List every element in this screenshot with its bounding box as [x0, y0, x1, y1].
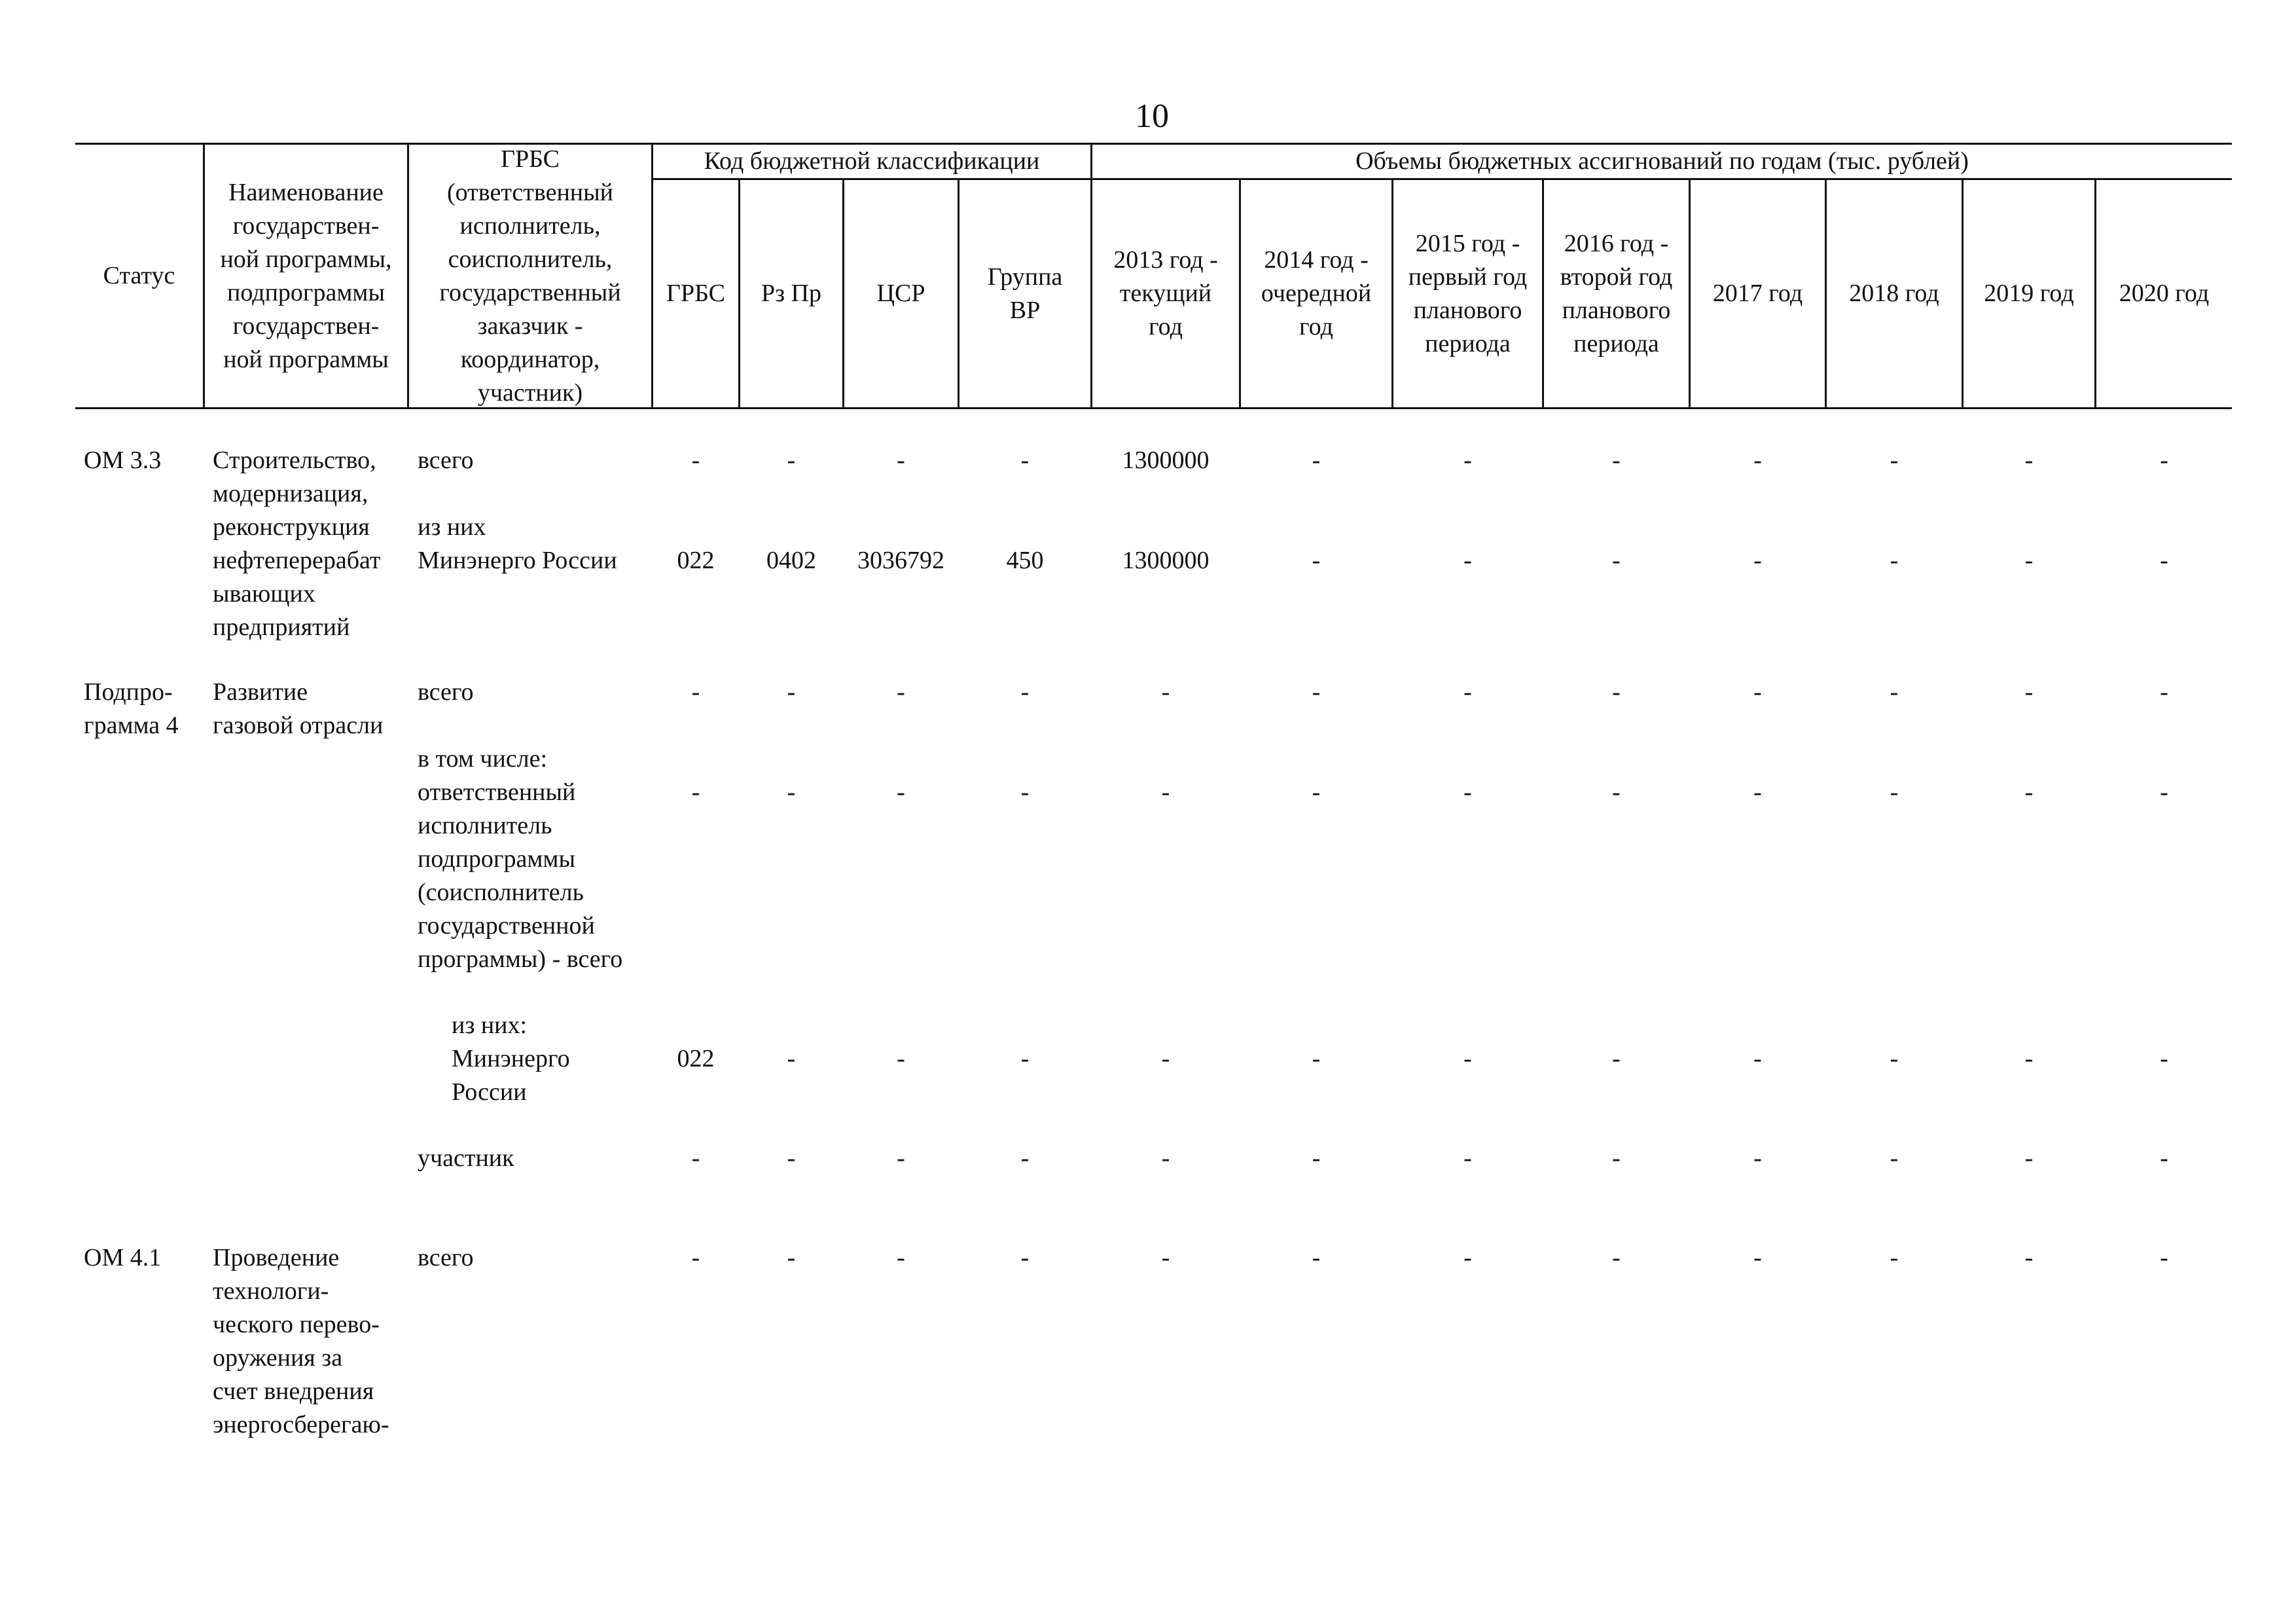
row-y2020: - [2160, 547, 2168, 574]
row-y2018: - [1890, 1045, 1899, 1072]
row-csr: - [897, 678, 905, 706]
row-csr: - [897, 447, 905, 474]
row-y2013: - [1161, 1244, 1170, 1271]
row-y2014: - [1312, 1144, 1321, 1172]
header-status: Статус [103, 262, 175, 289]
row-y2015: - [1463, 778, 1472, 806]
row-grbs: - [691, 678, 700, 706]
row-y2016: - [1612, 778, 1621, 806]
row-rzpr: - [787, 447, 796, 474]
row-y2016: - [1612, 1144, 1621, 1172]
row-grbs: - [691, 447, 700, 474]
row-y2015: - [1463, 678, 1472, 706]
row-y2020: - [2160, 1244, 2168, 1271]
row-y2013: 1300000 [1122, 447, 1210, 474]
row-y2017: - [1753, 778, 1762, 806]
row-y2015: - [1463, 447, 1472, 474]
row-rzpr: - [787, 678, 796, 706]
header-year-2015: 2015 год - первый год планового периода [1408, 229, 1528, 357]
row-program-name: Строительство, модернизация, реконструкция нефтеперерабат ывающих предприятий [213, 447, 381, 641]
row-csr: - [897, 1045, 905, 1072]
row-grbs: - [691, 778, 700, 806]
row-participant: всего [418, 1244, 474, 1271]
row-y2016: - [1612, 678, 1621, 706]
row-status: ОМ 3.3 [84, 447, 162, 474]
row-y2020: - [2160, 1144, 2168, 1172]
row-program-name: Проведение технологи- ческого перево- оружения за счет внедрения энергосберегаю- [213, 1244, 389, 1438]
row-y2017: - [1753, 1144, 1762, 1172]
row-csr: 3036792 [857, 547, 944, 574]
row-grbs: 022 [677, 1045, 715, 1072]
row-y2018: - [1890, 678, 1899, 706]
row-y2016: - [1612, 1244, 1621, 1271]
row-rzpr: - [787, 1045, 796, 1072]
row-y2016: - [1612, 447, 1621, 474]
header-grbs-responsible: ГРБС (ответственный исполнитель, соисполнитель, государственный заказчик - координатор, участник) [439, 145, 621, 407]
row-rzpr: - [787, 1144, 796, 1172]
row-grbs: - [691, 1144, 700, 1172]
row-y2015: - [1463, 1144, 1472, 1172]
row-vr: - [1020, 1045, 1030, 1072]
header-year-2013: 2013 год - текущий год [1113, 246, 1218, 340]
row-y2019: - [2024, 1045, 2034, 1072]
row-y2014: - [1312, 1244, 1321, 1271]
row-y2015: - [1463, 547, 1472, 574]
row-y2017: - [1753, 678, 1762, 706]
row-status: Подпро- грамма 4 [84, 678, 179, 739]
row-y2018: - [1890, 1244, 1899, 1271]
row-participant: из них: Минэнерго России [452, 1012, 570, 1106]
row-y2019: - [2024, 778, 2034, 806]
row-y2016: - [1612, 1045, 1621, 1072]
row-program-name: Развитие газовой отрасли [213, 678, 384, 739]
row-csr: - [897, 1244, 905, 1271]
row-participant: всего [418, 678, 474, 706]
row-y2020: - [2160, 1045, 2168, 1072]
row-y2013: - [1161, 778, 1170, 806]
row-participant: из них Минэнерго России [418, 513, 617, 574]
header-year-2017: 2017 год [1712, 280, 1803, 307]
row-y2014: - [1312, 447, 1321, 474]
row-y2020: - [2160, 447, 2168, 474]
row-y2014: - [1312, 678, 1321, 706]
row-y2019: - [2024, 447, 2034, 474]
row-y2019: - [2024, 547, 2034, 574]
row-grbs: - [691, 1244, 700, 1271]
row-y2013: 1300000 [1122, 547, 1210, 574]
row-y2014: - [1312, 778, 1321, 806]
row-y2019: - [2024, 1144, 2034, 1172]
row-y2013: - [1161, 678, 1170, 706]
row-rzpr: - [787, 778, 796, 806]
row-csr: - [897, 1144, 905, 1172]
row-vr: 450 [1006, 547, 1044, 574]
row-y2013: - [1161, 1144, 1170, 1172]
row-vr: - [1020, 1244, 1030, 1271]
row-grbs: 022 [677, 547, 715, 574]
header-bottom-border [75, 407, 2232, 409]
row-y2018: - [1890, 778, 1899, 806]
row-vr: - [1020, 678, 1030, 706]
row-y2020: - [2160, 778, 2168, 806]
row-y2020: - [2160, 678, 2168, 706]
row-y2018: - [1890, 1144, 1899, 1172]
header-year-2019: 2019 год [1984, 280, 2074, 307]
row-y2014: - [1312, 1045, 1321, 1072]
row-y2018: - [1890, 447, 1899, 474]
row-vr: - [1020, 447, 1030, 474]
row-y2017: - [1753, 547, 1762, 574]
row-y2019: - [2024, 678, 2034, 706]
page-number: 10 [1135, 98, 1169, 135]
row-vr: - [1020, 778, 1030, 806]
row-y2017: - [1753, 447, 1762, 474]
row-status: ОМ 4.1 [84, 1244, 162, 1271]
row-y2013: - [1161, 1045, 1170, 1072]
header-year-2018: 2018 год [1849, 280, 1939, 307]
row-y2014: - [1312, 547, 1321, 574]
row-csr: - [897, 778, 905, 806]
row-y2015: - [1463, 1045, 1472, 1072]
row-y2019: - [2024, 1244, 2034, 1271]
row-vr: - [1020, 1144, 1030, 1172]
header-rzpr: Рз Пр [761, 280, 822, 307]
header-vr-group: Группа ВР [987, 263, 1063, 324]
row-y2017: - [1753, 1244, 1762, 1271]
row-participant: всего [418, 447, 474, 474]
row-y2015: - [1463, 1244, 1472, 1271]
row-participant: участник [418, 1144, 514, 1172]
header-grbs: ГРБС [666, 280, 725, 307]
row-y2017: - [1753, 1045, 1762, 1072]
header-year-2020: 2020 год [2119, 280, 2210, 307]
row-y2016: - [1612, 547, 1621, 574]
header-year-2014: 2014 год - очередной год [1261, 246, 1372, 340]
row-rzpr: - [787, 1244, 796, 1271]
row-participant: в том числе: ответственный исполнитель подпрограммы (соисполнитель государственной программы) - всего [418, 745, 623, 973]
row-y2018: - [1890, 547, 1899, 574]
header-program-name: Наименование государствен- ной программы, подпрограммы государствен- ной программы [220, 178, 392, 373]
row-rzpr: 0402 [766, 547, 816, 574]
header-kbk-group: Код бюджетной классификации [704, 147, 1040, 175]
header-year-2016: 2016 год - второй год планового периода [1560, 229, 1673, 357]
header-volumes-group: Объемы бюджетных ассигнований по годам (тыс. рублей) [1355, 147, 1969, 175]
header-csr: ЦСР [876, 280, 925, 307]
